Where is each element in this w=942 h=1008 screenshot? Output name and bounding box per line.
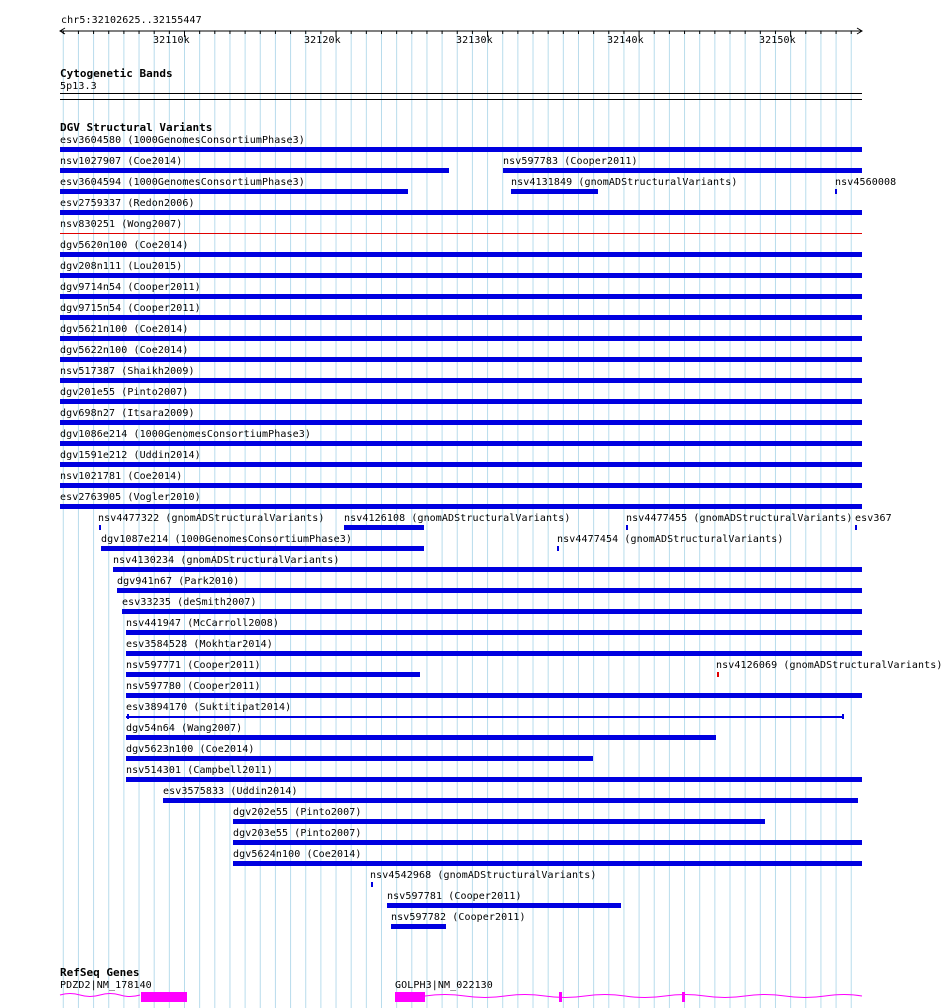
gene-label[interactable]: GOLPH3|NM_022130 [395,980,493,991]
variant-bar[interactable] [626,525,628,530]
variant-label[interactable]: esv2759337 (Redon2006) [60,198,195,209]
variant-label[interactable]: nsv597783 (Cooper2011) [503,156,638,167]
variant-bar[interactable] [60,273,862,278]
variant-label[interactable]: dgv208n111 (Lou2015) [60,261,183,272]
variant-bar[interactable] [126,693,862,698]
variant-bar-thin[interactable] [126,716,844,718]
variant-bar[interactable] [126,651,862,656]
variant-bar[interactable] [101,546,424,551]
dgv-track-title: DGV Structural Variants [60,121,213,134]
variant-bar[interactable] [126,735,716,740]
gene-exon [682,992,685,1002]
variant-label[interactable]: dgv5621n100 (Coe2014) [60,324,189,335]
variant-bar[interactable] [60,210,862,215]
ruler-tick-label: 32110k [153,35,190,46]
variant-bar[interactable] [60,504,862,509]
variant-label[interactable]: esv3604594 (1000GenomesConsortiumPhase3) [60,177,305,188]
gene-intron-line [425,995,862,998]
variant-label[interactable]: dgv9715n54 (Cooper2011) [60,303,201,314]
ruler-tick-label: 32130k [456,35,493,46]
variant-bar[interactable] [60,168,449,173]
cytoband-track-title: Cytogenetic Bands [60,67,173,80]
variant-bar[interactable] [387,903,621,908]
variant-label[interactable]: nsv830251 (Wong2007) [60,219,183,230]
cytoband-border-bottom [60,99,862,100]
variant-bar[interactable] [60,420,862,425]
variant-label[interactable]: esv3584528 (Mokhtar2014) [126,639,273,650]
variant-bar[interactable] [233,840,862,845]
variant-bar[interactable] [60,357,862,362]
variant-label[interactable]: dgv941n67 (Park2010) [117,576,240,587]
variant-bar[interactable] [855,525,857,530]
variant-bar[interactable] [511,189,598,194]
variant-label[interactable]: nsv4542968 (gnomADStructuralVariants) [370,870,597,881]
variant-bar[interactable] [117,588,862,593]
variant-label[interactable]: esv3604580 (1000GenomesConsortiumPhase3) [60,135,305,146]
variant-label[interactable]: nsv517387 (Shaikh2009) [60,366,195,377]
variant-bar[interactable] [557,546,559,551]
gene-models[interactable] [60,988,862,1008]
gene-exon [559,992,562,1002]
variant-bar[interactable] [60,483,862,488]
variant-label[interactable]: nsv4130234 (gnomADStructuralVariants) [113,555,340,566]
variant-bar[interactable] [122,609,862,614]
variant-label[interactable]: nsv597781 (Cooper2011) [387,891,522,902]
variant-label[interactable]: dgv202e55 (Pinto2007) [233,807,362,818]
variant-label[interactable]: nsv597771 (Cooper2011) [126,660,261,671]
variant-bar[interactable] [60,336,862,341]
variant-label[interactable]: dgv1087e214 (1000GenomesConsortiumPhase3) [101,534,352,545]
variant-label[interactable]: dgv5624n100 (Coe2014) [233,849,362,860]
gene-label[interactable]: PDZD2|NM_178140 [60,980,152,991]
variant-bar[interactable] [835,189,837,194]
variant-label[interactable]: nsv4126108 (gnomADStructuralVariants) [344,513,571,524]
variant-bar[interactable] [99,525,101,530]
variant-label[interactable]: esv3894170 (Suktitipat2014) [126,702,292,713]
variant-bar[interactable] [60,189,408,194]
variant-bar[interactable] [60,399,862,404]
variant-label[interactable]: dgv1086e214 (1000GenomesConsortiumPhase3) [60,429,311,440]
cytoband-border-top [60,93,862,94]
ruler-tick-label: 32140k [607,35,644,46]
variant-label[interactable]: dgv5623n100 (Coe2014) [126,744,255,755]
variant-label[interactable]: dgv201e55 (Pinto2007) [60,387,189,398]
variant-label[interactable]: nsv4560008 [835,177,897,188]
variant-label[interactable]: nsv597780 (Cooper2011) [126,681,261,692]
ruler-tick-label: 32120k [304,35,341,46]
variant-label[interactable]: esv2763905 (Vogler2010) [60,492,201,503]
variant-label[interactable]: nsv4477455 (gnomADStructuralVariants) [626,513,853,524]
variant-bar[interactable] [344,525,424,530]
position-label: chr5:32102625..32155447 [61,15,202,26]
variant-bar[interactable] [60,294,862,299]
gene-intron-line [60,994,140,997]
variant-label[interactable]: dgv203e55 (Pinto2007) [233,828,362,839]
variant-bar-end[interactable] [127,714,129,719]
gene-exon [141,992,187,1002]
variant-label[interactable]: nsv597782 (Cooper2011) [391,912,526,923]
variant-bar[interactable] [371,882,373,887]
variant-bar-red[interactable] [717,672,719,677]
variant-bar[interactable] [60,252,862,257]
variant-label[interactable]: dgv698n27 (Itsara2009) [60,408,195,419]
variant-bar-red[interactable] [60,233,862,234]
refseq-track-title: RefSeq Genes [60,966,140,979]
variant-bar[interactable] [126,777,862,782]
variant-bar[interactable] [113,567,862,572]
variant-bar[interactable] [60,378,862,383]
gene-exon [395,992,425,1002]
variant-label[interactable]: nsv4131849 (gnomADStructuralVariants) [511,177,738,188]
variant-bar[interactable] [503,168,862,173]
variant-label[interactable]: dgv1591e212 (Uddin2014) [60,450,201,461]
variant-bar[interactable] [126,672,420,677]
variant-label[interactable]: dgv5620n100 (Coe2014) [60,240,189,251]
cytoband-label: 5p13.3 [60,81,97,92]
variant-label[interactable]: nsv4477322 (gnomADStructuralVariants) [98,513,325,524]
variant-bar[interactable] [126,630,862,635]
variant-label[interactable]: esv33235 (deSmith2007) [122,597,257,608]
variant-label[interactable]: nsv1021781 (Coe2014) [60,471,183,482]
variant-label[interactable]: nsv4126069 (gnomADStructuralVariants) [716,660,942,671]
variant-label[interactable]: esv3575833 (Uddin2014) [163,786,298,797]
variant-label[interactable]: nsv4477454 (gnomADStructuralVariants) [557,534,784,545]
variant-label[interactable]: dgv5622n100 (Coe2014) [60,345,189,356]
variant-bar[interactable] [391,924,446,929]
variant-bar[interactable] [60,147,862,152]
variant-label[interactable]: esv367 [855,513,892,524]
variant-bar[interactable] [163,798,858,803]
variant-label[interactable]: nsv514301 (Campbell2011) [126,765,273,776]
variant-bar[interactable] [60,315,862,320]
variant-bar[interactable] [126,756,593,761]
variant-bar[interactable] [60,462,862,467]
variant-label[interactable]: nsv1027907 (Coe2014) [60,156,183,167]
ruler-tick-label: 32150k [759,35,796,46]
variant-bar[interactable] [233,861,862,866]
variant-bar-end[interactable] [842,714,844,719]
variant-label[interactable]: dgv9714n54 (Cooper2011) [60,282,201,293]
variant-bar[interactable] [60,441,862,446]
variant-label[interactable]: dgv54n64 (Wang2007) [126,723,243,734]
variant-bar[interactable] [233,819,765,824]
variant-label[interactable]: nsv441947 (McCarroll2008) [126,618,280,629]
